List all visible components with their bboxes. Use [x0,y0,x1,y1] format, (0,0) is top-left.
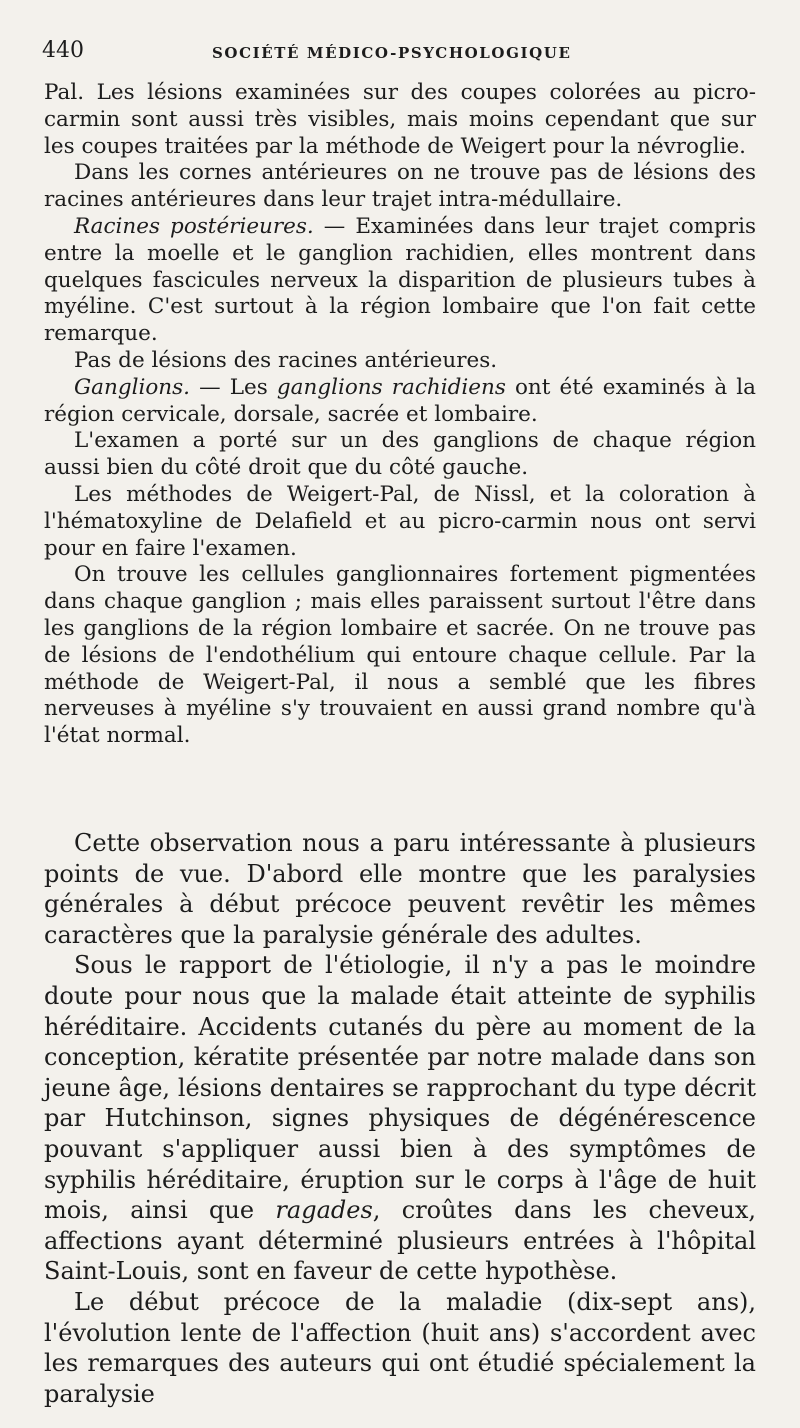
page-number: 440 [42,38,84,63]
paragraph: Ganglions. — Les ganglions rachidiens ont été examinés à la région cervicale, dorsale, sacrée et lombaire. [44,374,756,427]
paragraph: Sous le rapport de l'étiologie, il n'y a pas le moindre doute pour nous que la malade était atteinte de syphilis héréditaire. Accidents cutanés du père au moment de la conception, kératite présentée par notre malade dans son jeune âge, lésions dentaires se rapprochant du type décrit par Hutchinson, signes physiques de dégénérescence pouvant s'appliquer aussi bien à des symptômes de syphilis héréditaire, éruption sur le corps à l'âge de huit mois, ainsi que ragades, croûtes dans les cheveux, affections ayant déterminé plusieurs entrées à l'hôpital Saint-Louis, sont en faveur de cette hypothèse. [44,951,757,1286]
page-header [42,38,758,68]
section-lead: Ganglions. [74,374,191,400]
main-text-section [44,828,756,1409]
small-print-section [44,80,756,750]
paragraph: Les méthodes de Weigert-Pal, de Nissl, et la coloration à l'hématoxyline de Delafield et au picro-carmin nous ont servi pour en faire l'examen. [44,481,756,561]
running-head: SOCIÉTÉ MÉDICO-PSYCHOLOGIQUE [212,44,572,62]
paragraph: Cette observation nous a paru intéressante à plusieurs points de vue. D'abord elle montre que les paralysies générales à début précoce peuvent revêtir les mêmes caractères que la paralysie générale des adultes. [44,829,756,949]
paragraph: Dans les cornes antérieures on ne trouve pas de lésions des racines antérieures dans leur trajet intra-médullaire. [44,160,756,213]
paragraph: L'examen a porté sur un des ganglions de chaque région aussi bien du côté droit que du côté gauche. [44,428,756,481]
paragraph: Racines postérieures. — Examinées dans leur trajet compris entre la moelle et le ganglion rachidien, elles montrent dans quelques fascicules nerveux la disparition de plusieurs tubes à myéline. C'est surtout à la région lombaire que l'on fait cette remarque. [44,213,756,347]
paragraph: Pal. Les lésions examinées sur des coupes colorées au picro-carmin sont aussi très visibles, mais moins cependant que sur les coupes traitées par la méthode de Weigert pour la névroglie. [44,80,756,159]
paragraph: Le début précoce de la maladie (dix-sept ans), l'évolution lente de l'affection (huit ans) s'accordent avec les remarques des auteurs qui ont étudié spécialement la paralysie [44,1287,756,1408]
paragraph: On trouve les cellules ganglionnaires fortement pigmentées dans chaque ganglion ; mais elles paraissent surtout l'être dans les ganglions de la région lombaire et sacrée. On ne trouve pas de lésions de l'endothélium qui entoure chaque cellule. Par la méthode de Weigert-Pal, il nous a semblé que les fibres nerveuses à myéline s'y trouvaient en aussi grand nombre qu'à l'état normal. [44,562,756,749]
paragraph: Pas de lésions des racines antérieures. [74,347,498,373]
section-lead: Racines postérieures. [74,213,314,239]
